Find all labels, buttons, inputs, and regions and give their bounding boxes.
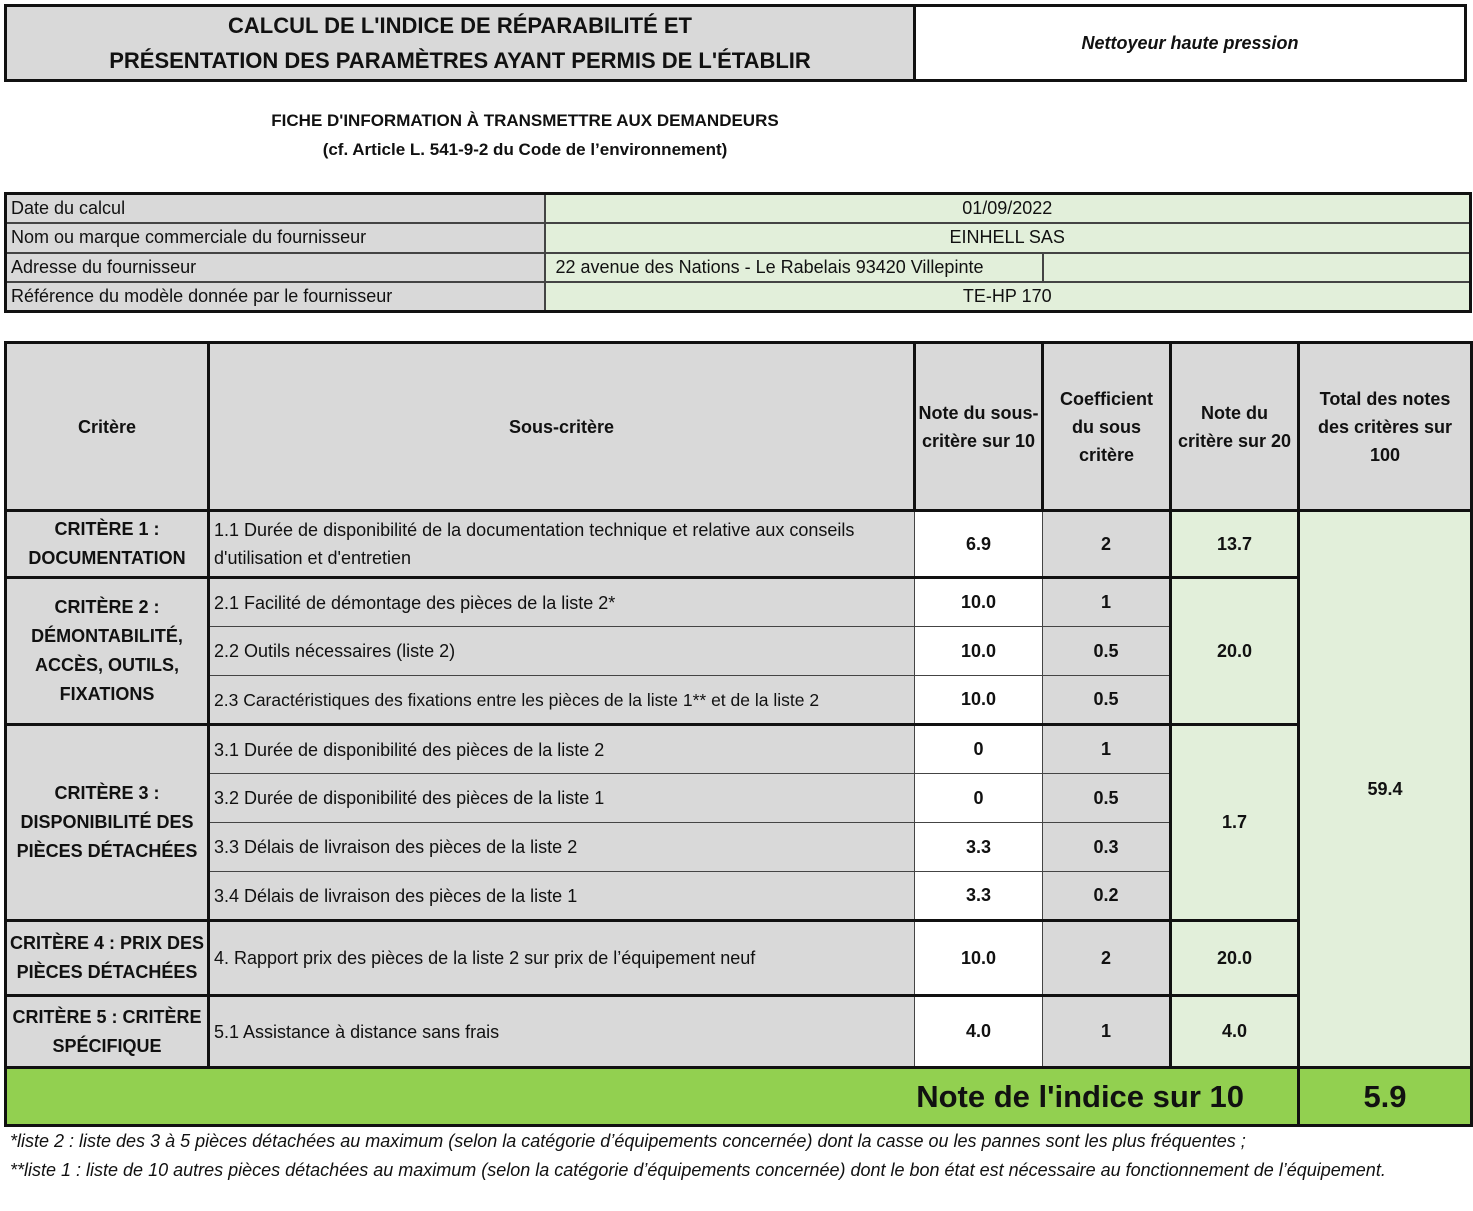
title-line-2: PRÉSENTATION DES PARAMÈTRES AYANT PERMIS DE L'ÉTABLIR <box>109 48 811 73</box>
address-value: 22 avenue des Nations - Le Rabelais 93420 Villepinte <box>545 253 1043 283</box>
total-score: 59.4 <box>1299 511 1472 1068</box>
header-note-sous-critere: Note du sous-critère sur 10 <box>915 343 1043 511</box>
subcriterion-3-4: 3.4 Délais de livraison des pièces de la liste 1 <box>209 872 915 921</box>
footnote-list-2: *liste 2 : liste des 3 à 5 pièces détachées au maximum (selon la catégorie d’équipements concernée) dont la casse ou les pannes sont les plus fréquentes ; <box>10 1131 1246 1151</box>
subcriterion-2-3-coef: 0.5 <box>1043 676 1171 725</box>
criterion-1-score: 13.7 <box>1171 511 1299 578</box>
subcriterion-2-3: 2.3 Caractéristiques des fixations entre les pièces de la liste 1** et de la liste 2 <box>209 676 915 725</box>
table-row <box>6 921 1472 996</box>
date-label: Date du calcul <box>6 194 545 224</box>
subcriterion-2-1-coef: 1 <box>1043 578 1171 627</box>
footnote-list-1: **liste 1 : liste de 10 autres pièces détachées au maximum (selon la catégorie d’équipements concernée) dont le bon état est nécessaire au fonctionnement de l’équipement. <box>10 1159 1386 1180</box>
model-value: TE-HP 170 <box>545 282 1471 312</box>
criterion-2-score: 20.0 <box>1171 578 1299 725</box>
criterion-2-label: CRITÈRE 2 : DÉMONTABILITÉ, ACCÈS, OUTILS, FIXATIONS <box>6 578 209 725</box>
subcriterion-3-3-note: 3.3 <box>915 823 1043 872</box>
subcriterion-5-1-note: 4.0 <box>915 996 1043 1068</box>
criterion-3-score: 1.7 <box>1171 725 1299 921</box>
subcriterion-2-1: 2.1 Facilité de démontage des pièces de la liste 2* <box>209 578 915 627</box>
subtitle-line-1: FICHE D'INFORMATION À TRANSMETTRE AUX DEMANDEURS <box>271 111 779 130</box>
document-title <box>4 4 916 82</box>
model-label: Référence du modèle donnée par le fournisseur <box>6 282 545 312</box>
subcriterion-2-3-note: 10.0 <box>915 676 1043 725</box>
subcriterion-3-3-coef: 0.3 <box>1043 823 1171 872</box>
footnotes <box>10 1127 1450 1184</box>
criterion-5-score: 4.0 <box>1171 996 1299 1068</box>
table-row <box>6 725 1472 774</box>
table-row <box>6 578 1472 627</box>
subcriterion-1-1: 1.1 Durée de disponibilité de la documentation technique et relative aux conseils d'utilisation et d'entretien <box>209 511 915 578</box>
info-row-date <box>6 194 1471 224</box>
header-coefficient: Coefficient du sous critère <box>1043 343 1171 511</box>
subcriterion-4: 4. Rapport prix des pièces de la liste 2 sur prix de l’équipement neuf <box>209 921 915 996</box>
criterion-3-label: CRITÈRE 3 : DISPONIBILITÉ DES PIÈCES DÉTACHÉES <box>6 725 209 921</box>
final-score-value: 5.9 <box>1299 1068 1472 1126</box>
subtitle-line-2: (cf. Article L. 541-9-2 du Code de l’environnement) <box>322 140 728 159</box>
subcriterion-3-2-coef: 0.5 <box>1043 774 1171 823</box>
criterion-4-label: CRITÈRE 4 : PRIX DES PIÈCES DÉTACHÉES <box>6 921 209 996</box>
subcriterion-3-4-note: 3.3 <box>915 872 1043 921</box>
repairability-table <box>4 341 1473 1127</box>
criterion-4-score: 20.0 <box>1171 921 1299 996</box>
date-value: 01/09/2022 <box>545 194 1471 224</box>
criterion-5-label: CRITÈRE 5 : CRITÈRE SPÉCIFIQUE <box>6 996 209 1068</box>
subcriterion-3-1-coef: 1 <box>1043 725 1171 774</box>
subcriterion-5-1-coef: 1 <box>1043 996 1171 1068</box>
subcriterion-4-coef: 2 <box>1043 921 1171 996</box>
subcriterion-4-note: 10.0 <box>915 921 1043 996</box>
subcriterion-3-1-note: 0 <box>915 725 1043 774</box>
subcriterion-5-1: 5.1 Assistance à distance sans frais <box>209 996 915 1068</box>
subcriterion-3-3: 3.3 Délais de livraison des pièces de la liste 2 <box>209 823 915 872</box>
header-sous-critere: Sous-critère <box>209 343 915 511</box>
supplier-info-table <box>4 192 1472 313</box>
table-row <box>6 511 1472 578</box>
brand-value: EINHELL SAS <box>545 223 1471 253</box>
header-critere: Critère <box>6 343 209 511</box>
subcriterion-2-2-coef: 0.5 <box>1043 627 1171 676</box>
subcriterion-3-2: 3.2 Durée de disponibilité des pièces de la liste 1 <box>209 774 915 823</box>
subcriterion-1-1-coef: 2 <box>1043 511 1171 578</box>
table-row <box>6 996 1472 1068</box>
product-type: Nettoyeur haute pression <box>913 4 1467 82</box>
criterion-1-label: CRITÈRE 1 : DOCUMENTATION <box>6 511 209 578</box>
final-score-row <box>6 1068 1472 1126</box>
info-row-address <box>6 253 1471 283</box>
address-empty-cell <box>1043 253 1471 283</box>
info-row-brand <box>6 223 1471 253</box>
subcriterion-2-2: 2.2 Outils nécessaires (liste 2) <box>209 627 915 676</box>
header-total: Total des notes des critères sur 100 <box>1299 343 1472 511</box>
subcriterion-2-1-note: 10.0 <box>915 578 1043 627</box>
header-note-critere: Note du critère sur 20 <box>1171 343 1299 511</box>
subcriterion-2-2-note: 10.0 <box>915 627 1043 676</box>
subtitle <box>100 106 950 164</box>
subcriterion-3-1: 3.1 Durée de disponibilité des pièces de la liste 2 <box>209 725 915 774</box>
title-line-1: CALCUL DE L'INDICE DE RÉPARABILITÉ ET <box>228 13 692 38</box>
final-score-label: Note de l'indice sur 10 <box>6 1068 1299 1126</box>
header-row <box>6 343 1472 511</box>
subcriterion-1-1-note: 6.9 <box>915 511 1043 578</box>
info-row-model <box>6 282 1471 312</box>
brand-label: Nom ou marque commerciale du fournisseur <box>6 223 545 253</box>
address-label: Adresse du fournisseur <box>6 253 545 283</box>
subcriterion-3-4-coef: 0.2 <box>1043 872 1171 921</box>
subcriterion-3-2-note: 0 <box>915 774 1043 823</box>
